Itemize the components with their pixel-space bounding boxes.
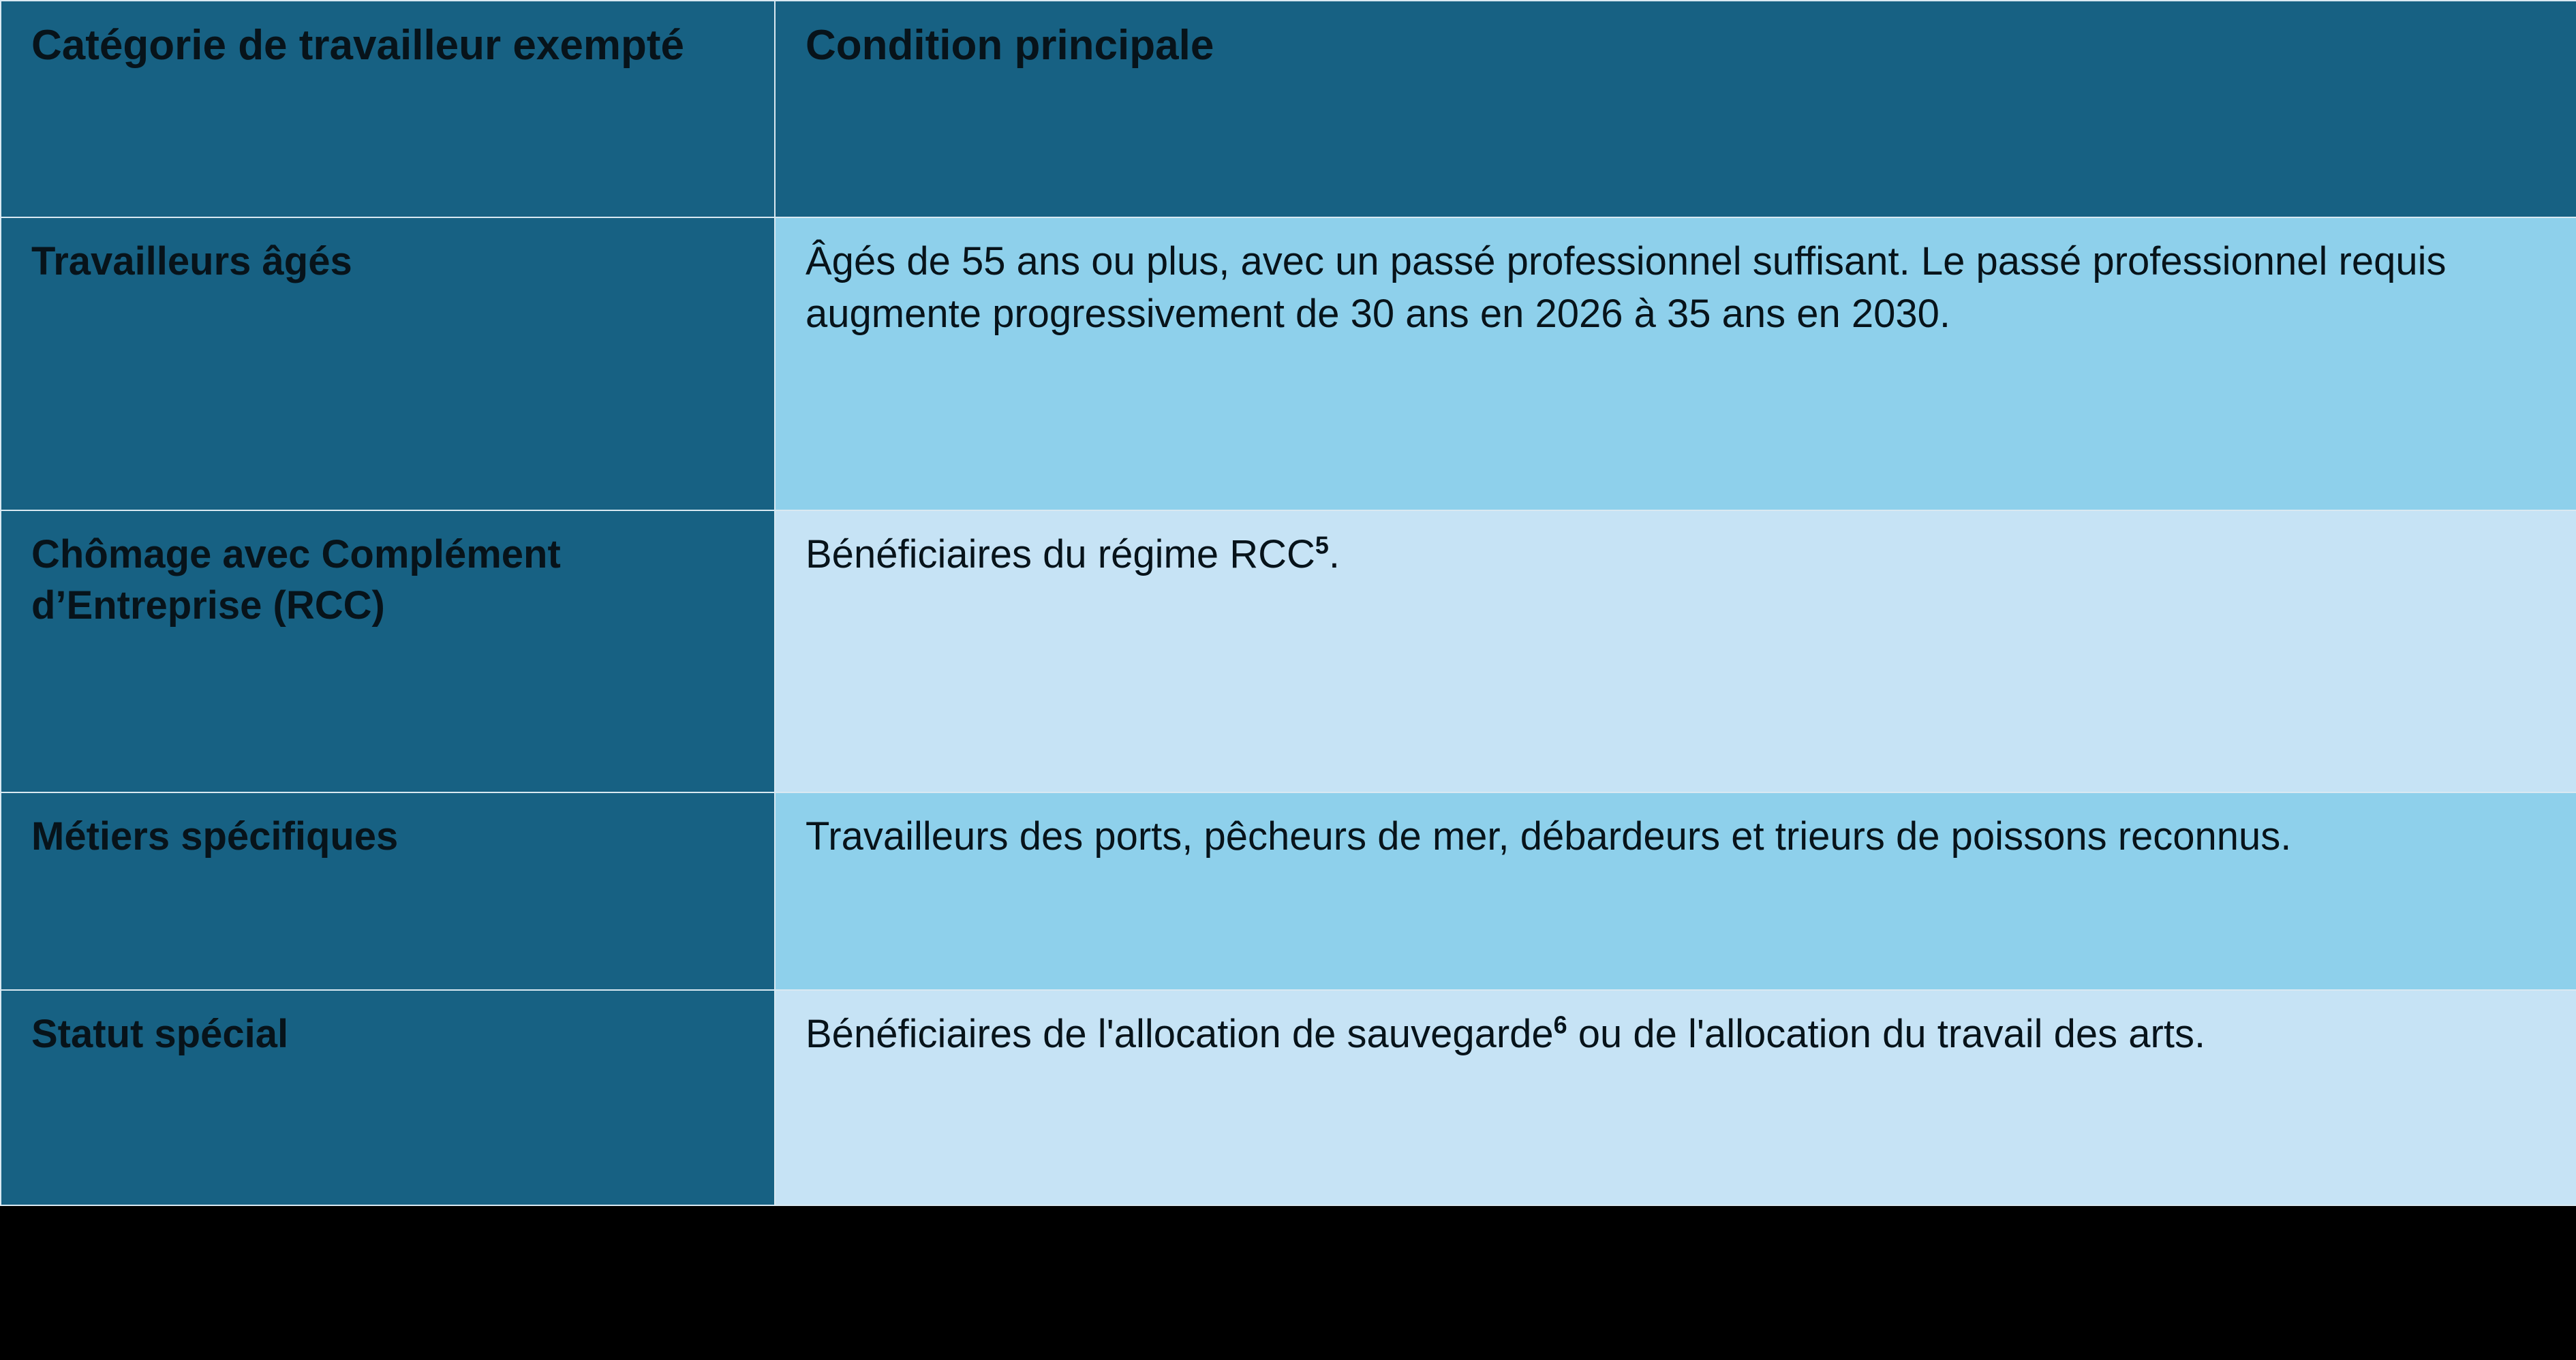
table-header bbox=[1, 1, 2576, 217]
condition-text: Bénéficiaires du régime RCC bbox=[806, 532, 1315, 576]
footnote-marker-6: 6 bbox=[1553, 1010, 1567, 1039]
row-category-older-workers: Travailleurs âgés bbox=[1, 217, 775, 510]
table-header-row bbox=[1, 1, 2576, 217]
condition-text: Âgés de 55 ans ou plus, avec un passé professionnel suffisant. Le passé professionnel requis augmente progressivement de 30 ans en 2026 à 35 ans en 2030. bbox=[806, 239, 2447, 336]
row-condition-specific-jobs bbox=[775, 792, 2576, 990]
table-row bbox=[1, 510, 2576, 792]
footnote-marker-5: 5 bbox=[1315, 531, 1329, 559]
column-header-category: Catégorie de travailleur exempté bbox=[1, 1, 775, 217]
condition-text: Travailleurs des ports, pêcheurs de mer, débardeurs et trieurs de poissons reconnus. bbox=[806, 814, 2292, 859]
condition-text: Bénéficiaires de l'allocation de sauvegarde bbox=[806, 1012, 1554, 1056]
row-condition-special-status bbox=[775, 990, 2576, 1205]
row-condition-older-workers bbox=[775, 217, 2576, 510]
table-row bbox=[1, 217, 2576, 510]
condition-text-post: . bbox=[1328, 532, 1340, 576]
row-category-specific-jobs: Métiers spécifiques bbox=[1, 792, 775, 990]
row-condition-rcc bbox=[775, 510, 2576, 792]
row-category-special-status: Statut spécial bbox=[1, 990, 775, 1205]
page-background-filler bbox=[0, 1206, 2576, 1344]
table-row bbox=[1, 990, 2576, 1205]
table-row bbox=[1, 792, 2576, 990]
row-category-rcc: Chômage avec Complément d’Entreprise (RCC) bbox=[1, 510, 775, 792]
column-header-condition: Condition principale bbox=[775, 1, 2576, 217]
table-body bbox=[1, 217, 2576, 1205]
condition-text-post: ou de l'allocation du travail des arts. bbox=[1567, 1012, 2206, 1056]
